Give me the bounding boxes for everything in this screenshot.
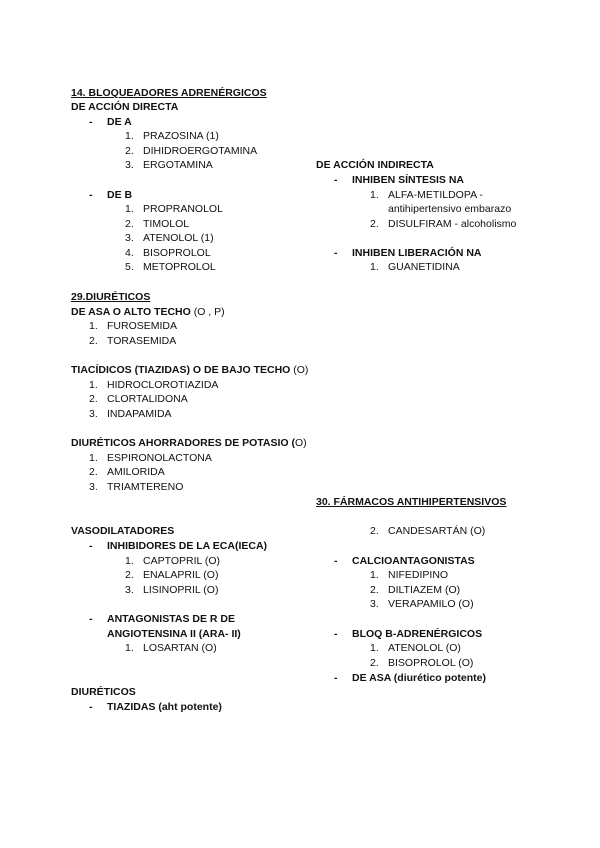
direct-action-heading: DE ACCIÓN DIRECTA — [71, 101, 179, 113]
vasodilators-heading: VASODILATADORES — [71, 525, 175, 537]
list-item: 3. INDAPAMIDA — [89, 408, 172, 420]
calcium-antagonists-label: - CALCIOANTAGONISTAS — [334, 555, 475, 567]
loop-diuretics-heading: DE ASA O ALTO TECHO (O , P) — [71, 306, 225, 318]
list-item: 1. NIFEDIPINO — [370, 569, 449, 581]
loop-diuretic-label: - DE ASA (diurético potente) — [334, 672, 486, 684]
list-item: 2. DILTIAZEM (O) — [370, 584, 461, 596]
list-item: 2. TORASEMIDA — [89, 335, 177, 347]
ara-label-continuation: ANGIOTENSINA II (ARA- II) — [107, 628, 241, 640]
thiazides-label: - TIAZIDAS (aht potente) — [89, 701, 222, 713]
list-item: 2. CLORTALIDONA — [89, 393, 188, 405]
list-item: 5. METOPROLOL — [125, 261, 216, 273]
list-item: 2. DISULFIRAM - alcoholismo — [370, 218, 517, 230]
list-item: 2. BISOPROLOL (O) — [370, 657, 474, 669]
list-item: 1. GUANETIDINA — [370, 261, 460, 273]
beta-blockers-label: - BLOQ B-ADRENÉRGICOS — [334, 628, 483, 640]
potassium-sparing-heading: DIURÉTICOS AHORRADORES DE POTASIO (O) — [71, 437, 307, 449]
list-item: 1. CAPTOPRIL (O) — [125, 555, 221, 567]
list-item: 2. AMILORIDA — [89, 466, 165, 478]
list-item: 4. BISOPROLOL — [125, 247, 211, 259]
list-item: 3. TRIAMTERENO — [89, 481, 184, 493]
list-item: 2. CANDESARTÁN (O) — [370, 525, 486, 537]
inhibit-release-label: - INHIBEN LIBERACIÓN NA — [334, 247, 482, 259]
list-item: 1. ALFA-METILDOPA - — [370, 189, 483, 201]
group-b-label: - DE B — [89, 189, 133, 201]
inhibit-synthesis-label: - INHIBEN SÍNTESIS NA — [334, 174, 465, 186]
list-item: 3. ERGOTAMINA — [125, 159, 213, 171]
list-item: 1. PRAZOSINA (1) — [125, 130, 219, 142]
ieca-label: - INHIBIDORES DE LA ECA(IECA) — [89, 540, 268, 552]
group-a-label: - DE A — [89, 116, 132, 128]
list-item: 1. FUROSEMIDA — [89, 320, 178, 332]
list-item: 2. ENALAPRIL (O) — [125, 569, 219, 581]
list-item: 1. ATENOLOL (O) — [370, 642, 461, 654]
indirect-action-heading: DE ACCIÓN INDIRECTA — [316, 159, 434, 171]
list-item: 2. TIMOLOL — [125, 218, 190, 230]
section-29-title: 29.DIURÉTICOS — [71, 291, 151, 303]
list-item: 3. LISINOPRIL (O) — [125, 584, 219, 596]
section-30-title: 30. FÁRMACOS ANTIHIPERTENSIVOS — [316, 496, 507, 508]
diuretics-heading: DIURÉTICOS — [71, 686, 136, 698]
ara-label: - ANTAGONISTAS DE R DE — [89, 613, 235, 625]
list-item: 1. PROPRANOLOL — [125, 203, 223, 215]
list-item: 1. ESPIRONOLACTONA — [89, 452, 212, 464]
list-item: 1. HIDROCLOROTIAZIDA — [89, 379, 219, 391]
list-item: 2. DIHIDROERGOTAMINA — [125, 145, 258, 157]
list-item: 3. VERAPAMILO (O) — [370, 598, 474, 610]
list-item-continuation: antihipertensivo embarazo — [388, 203, 512, 215]
list-item: 3. ATENOLOL (1) — [125, 232, 214, 244]
thiazide-heading: TIACÍDICOS (TIAZIDAS) O DE BAJO TECHO (O) — [71, 364, 309, 376]
section-14-title: 14. BLOQUEADORES ADRENÉRGICOS — [71, 87, 267, 99]
list-item: 1. LOSARTAN (O) — [125, 642, 217, 654]
